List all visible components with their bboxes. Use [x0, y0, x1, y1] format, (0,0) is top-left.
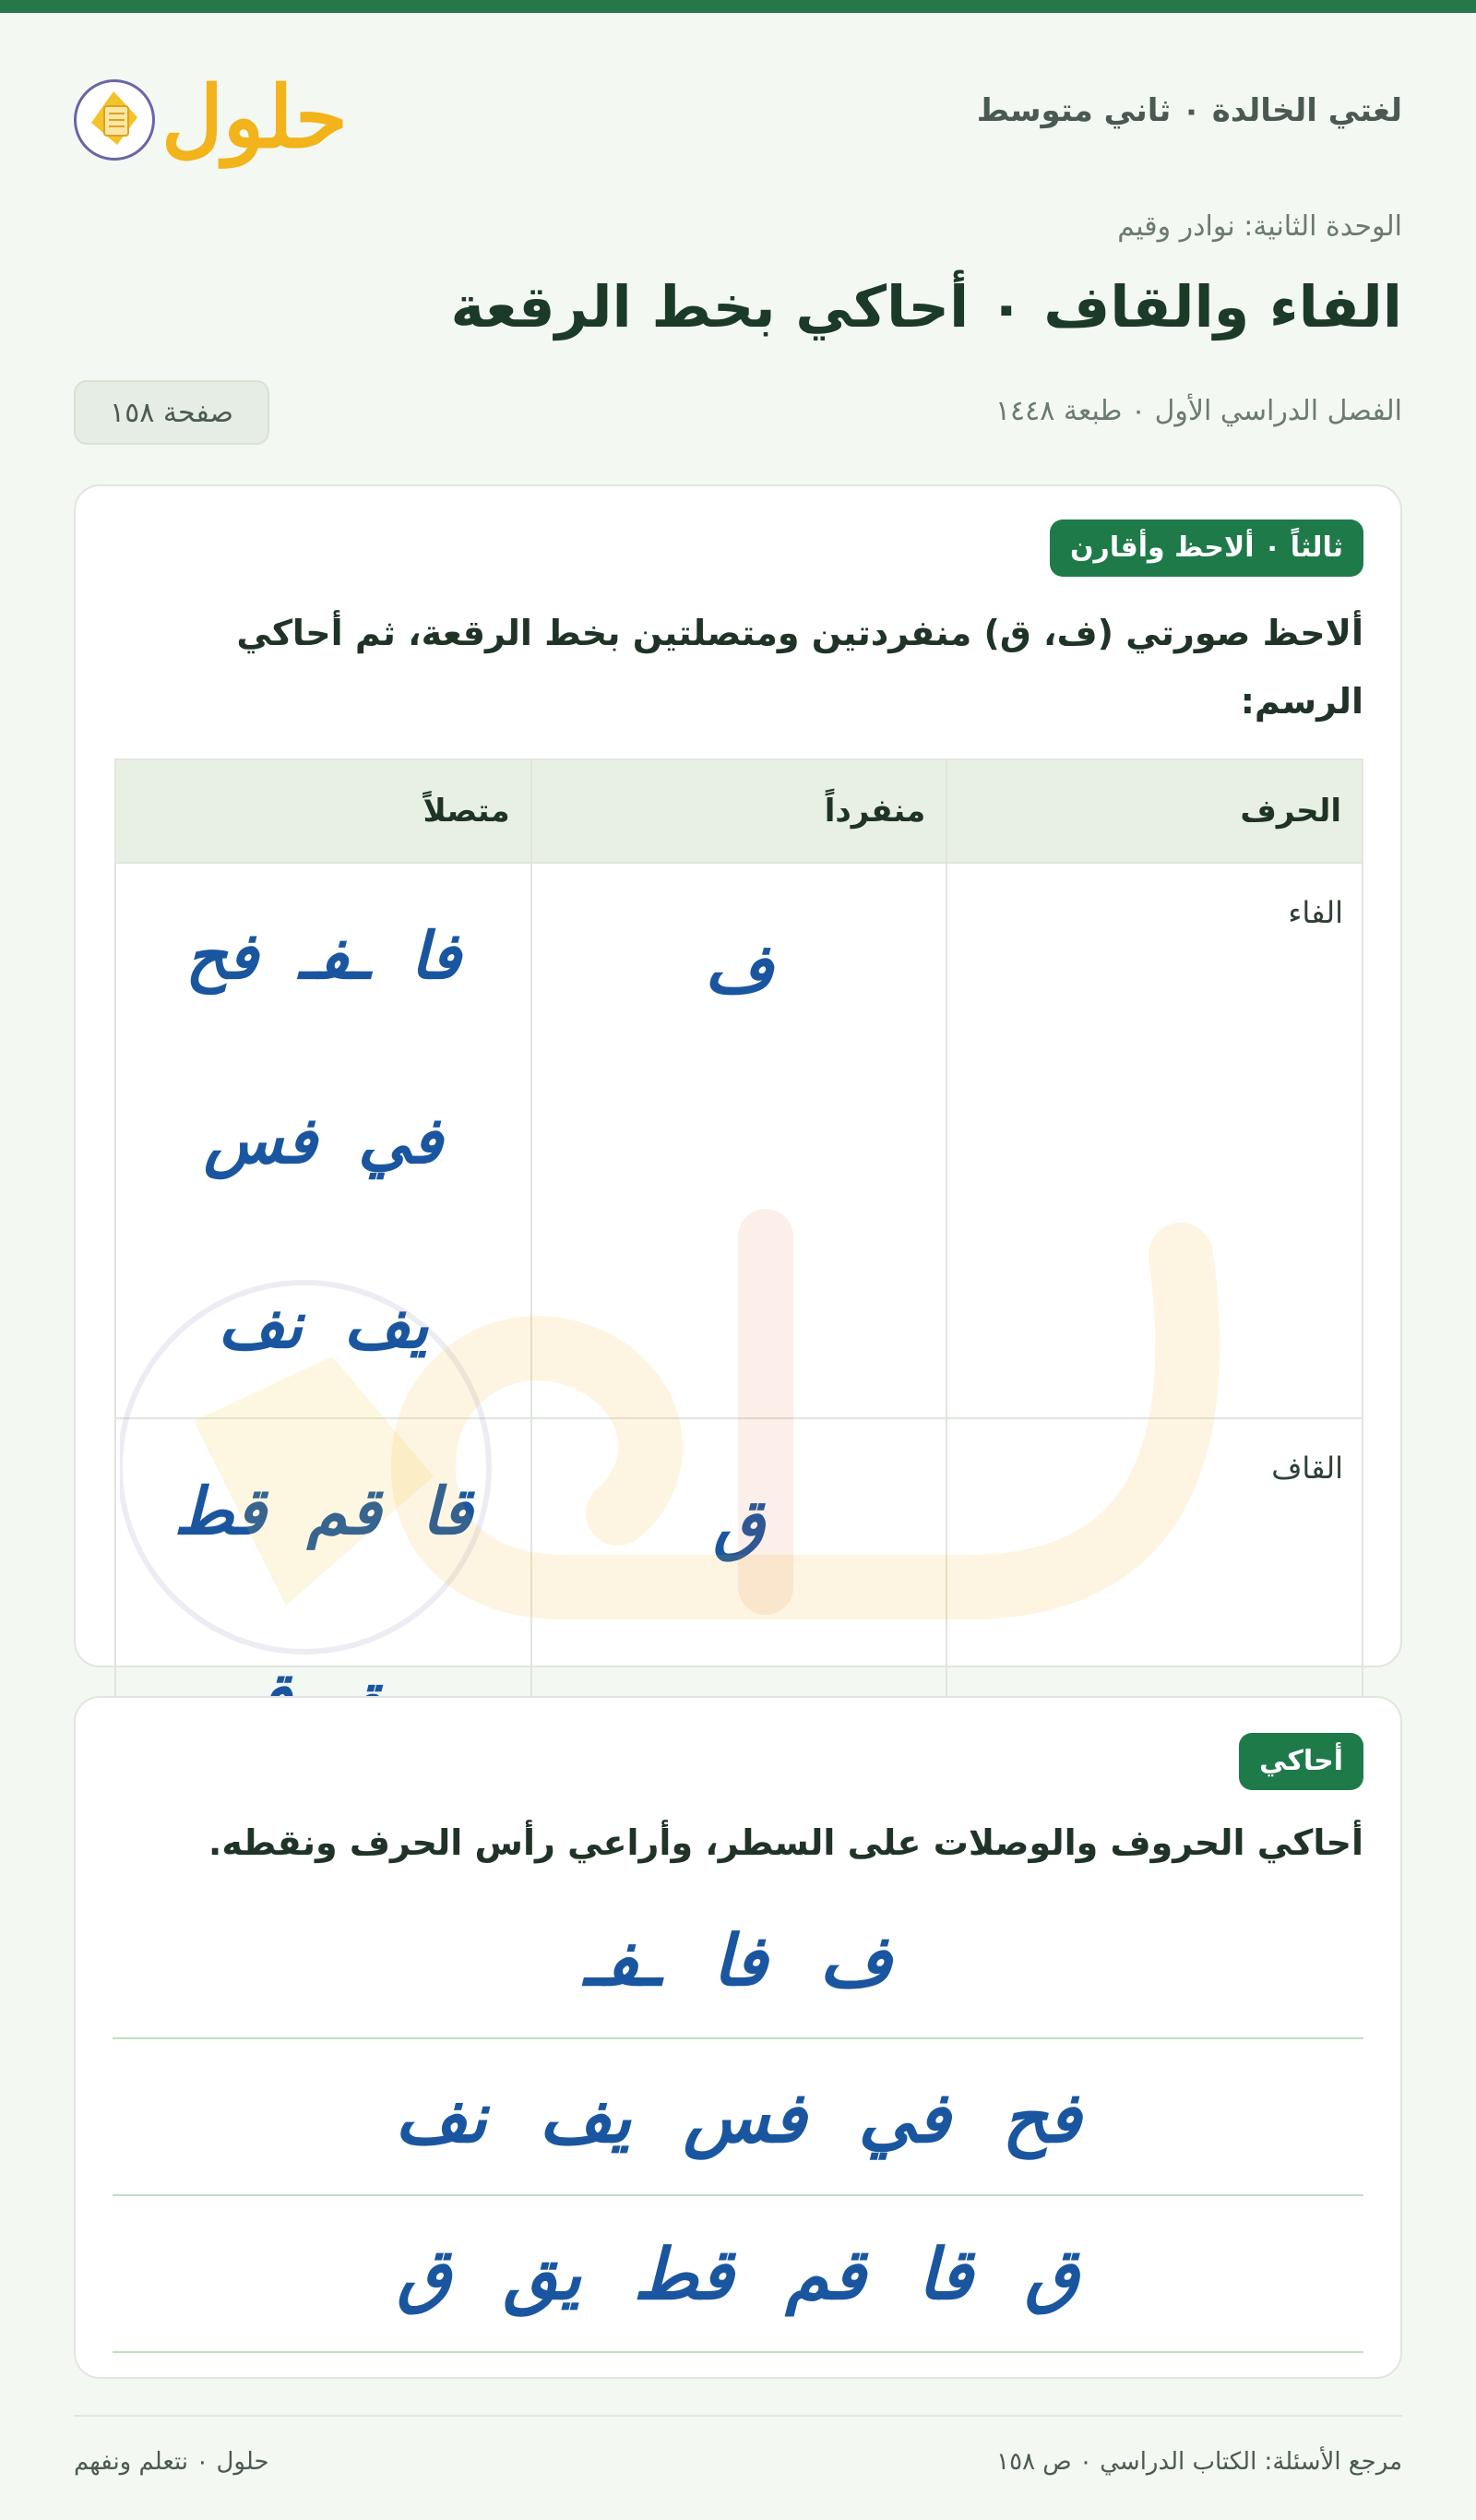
- section-badge-practice: أحاكي: [1239, 1733, 1363, 1790]
- section-badge-observe: ثالثاً ٠ ألاحظ وأقارن: [1050, 520, 1363, 577]
- practice-line: ق قا قم قط يق ق: [113, 2196, 1363, 2353]
- observe-card: [74, 484, 1402, 1667]
- cell-joined: [115, 863, 531, 1418]
- practice-line: ف فا ـفـ: [113, 1882, 1363, 2039]
- unit-label: الوحدة الثانية: نوادر وقيم: [1117, 210, 1402, 243]
- single-form-glyph: ف: [704, 928, 774, 1007]
- term-label: الفصل الدراسي الأول ٠ طبعة ١٤٤٨: [994, 395, 1402, 427]
- joined-forms-glyphs: فا ـفـ فح في فس يف نف: [185, 917, 461, 1363]
- letter-forms-table: [114, 758, 1363, 1805]
- footer-reference: مرجع الأسئلة: الكتاب الدراسي ٠ ص ١٥٨: [996, 2448, 1402, 2476]
- letter-name: الفاء: [1288, 895, 1343, 930]
- table-header-row: [115, 759, 1363, 863]
- practice-card: [74, 1696, 1402, 2379]
- joined-forms-glyphs: قا قم قط: [173, 1473, 473, 1549]
- subject-title: لغتي الخالدة ٠ ثاني متوسط: [976, 92, 1402, 129]
- top-accent-bar: [0, 0, 1476, 13]
- page-header: [74, 65, 1402, 175]
- page-number-badge: صفحة ١٥٨: [74, 380, 269, 445]
- cell-single: [531, 863, 947, 1418]
- column-header-letter: الحرف: [946, 759, 1363, 863]
- practice-instruction: أحاكي الحروف والوصلات على السطر، وأراعي رأس الحرف ونقطه.: [208, 1822, 1363, 1863]
- cell-letter-name: [946, 863, 1363, 1418]
- table-row: [115, 863, 1363, 1418]
- lesson-title: الفاء والقاف ٠ أحاكي بخط الرقعة: [450, 273, 1402, 340]
- logo-emblem-icon: [74, 79, 155, 161]
- page-footer: [74, 2415, 1402, 2476]
- brand-name: حلول: [161, 67, 348, 167]
- practice-lines: [113, 1882, 1363, 2353]
- brand-logo[interactable]: [74, 65, 351, 175]
- observe-instruction: ألاحظ صورتي (ف، ق) منفردتين ومتصلتين بخط الرقعة، ثم أحاكي الرسم:: [236, 613, 1363, 722]
- single-form-glyph: ق: [713, 1484, 765, 1562]
- column-header-joined: متصلاً: [115, 759, 531, 863]
- column-header-single: منفرداً: [531, 759, 947, 863]
- footer-tagline: حلول ٠ نتعلم ونفهم: [74, 2448, 269, 2476]
- letter-name: القاف: [1271, 1451, 1343, 1486]
- practice-line: فح في فس يف نف: [113, 2039, 1363, 2196]
